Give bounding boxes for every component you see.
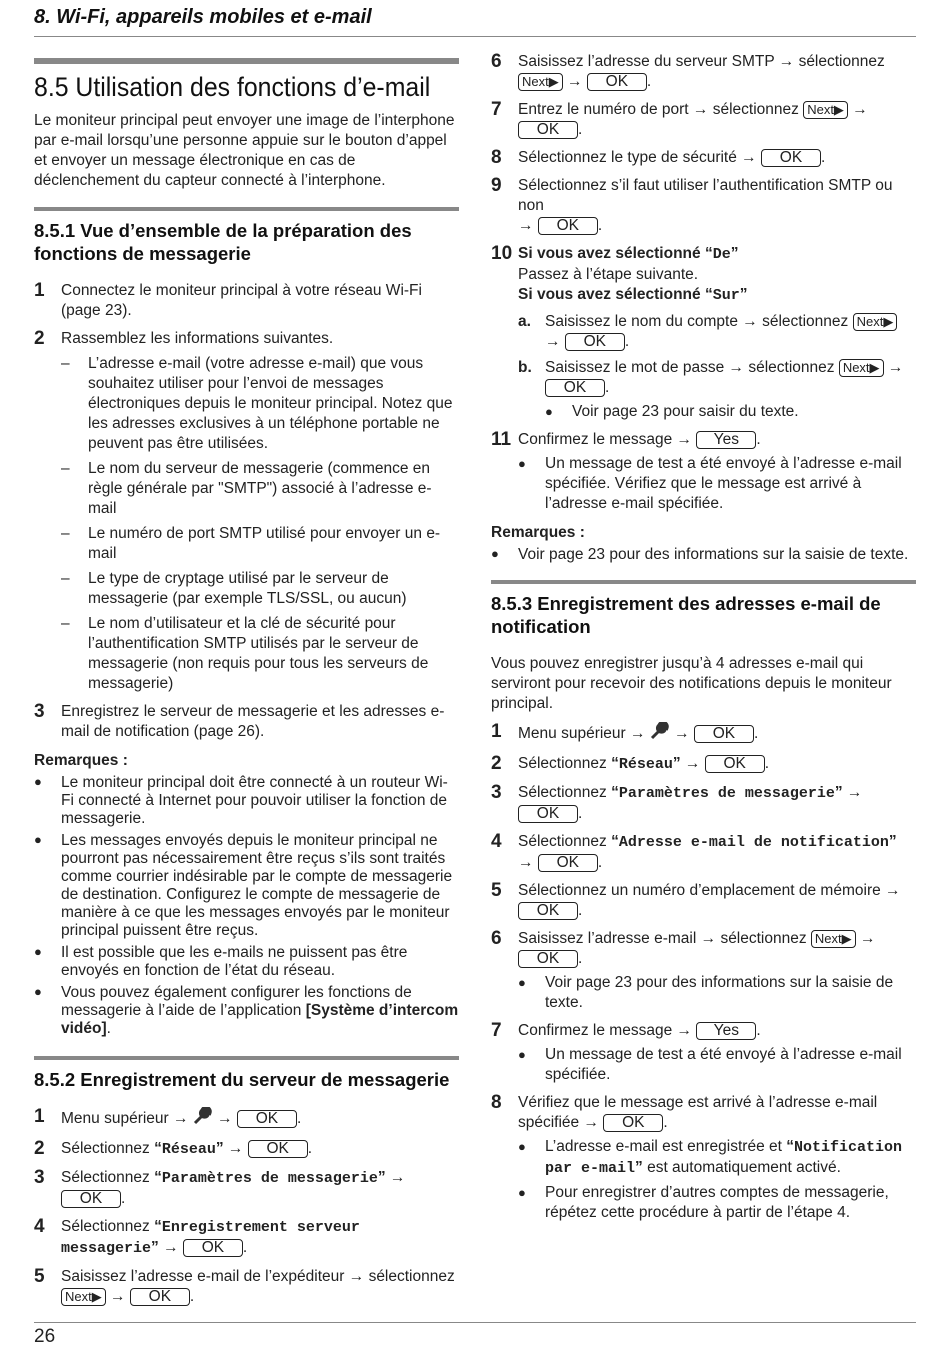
ok-button[interactable]: OK [587,73,647,91]
remark-item: ● Voir page 23 pour des informations sur la saisie de texte. [491,546,909,563]
footer-rule [34,1322,916,1323]
step-7: 7 Entrez le numéro de port → sélectionnez Next▶ → OK . [491,99,868,138]
ok-button[interactable]: OK [130,1288,190,1306]
section-bar [34,58,459,64]
next-key[interactable]: Next▶ [811,930,856,948]
section-bar [34,207,459,211]
step-3: 3 Sélectionnez “Paramètres de messagerie” → OK . [491,782,863,822]
wrench-icon [650,722,670,746]
step-8: 8 Vérifiez que le message est arrivé à l’adresse e-mail spécifiée → OK . ● L’adresse e-mail est enregistrée et “Notification par e-mail” est automatiquement activé. ● Pour enregistrer d’autres comptes de messagerie, répétez cette procédure à partir de l’étape 4. [491,1093,916,1223]
page-number: 26 [34,1326,56,1347]
ok-button[interactable]: OK [518,121,578,139]
ok-button[interactable]: OK [538,217,598,235]
bullet-item: ● Pour enregistrer d’autres comptes de messagerie, répétez cette procédure à partir de l’étape 4. [518,1184,889,1221]
bullet-item: ● Un message de test a été envoyé à l’adresse e-mail spécifiée. Vérifiez que le message est arrivé à l’adresse e-mail spécifiée. [518,455,902,512]
list-item: – Le nom du serveur de messagerie (commence en règle générale par "SMTP") associé à l’adresse e-mail [61,460,432,517]
subsection-heading: 8.5.2 Enregistrement du serveur de messagerie [34,1069,450,1090]
ok-button[interactable]: OK [183,1239,243,1257]
ok-button[interactable]: OK [565,333,625,351]
step-10: 10 Si vous avez sélectionné “De” Passez à l’étape suivante. Si vous avez sélectionné “Sur” a. Saisissez le nom du compte → sélectionnez Next▶ → OK . b. Saisissez le mot de passe → sélectionnez Next▶ → OK . ● Voir page 23 pour saisir du texte. [491,244,916,422]
next-key[interactable]: Next▶ [803,101,848,119]
next-key[interactable]: Next▶ [61,1288,106,1306]
subsection-heading: 8.5.3 Enregistrement des adresses e-mail de notification [491,593,881,637]
ok-button[interactable]: OK [705,755,765,773]
remark-item: ● Le moniteur principal doit être connecté à un routeur Wi-Fi connecté à Internet pour pouvoir utiliser la fonction de messagerie. [34,774,448,827]
ok-button[interactable]: OK [518,902,578,920]
section-bar [491,580,916,584]
step-3: 3 Sélectionnez “Paramètres de messagerie” → OK . [34,1167,406,1207]
next-key[interactable]: Next▶ [839,359,884,377]
ok-button[interactable]: OK [545,379,605,397]
subsection-heading: 8.5.1 Vue d’ensemble de la préparation des fonctions de messagerie [34,220,412,264]
step-4: 4 Sélectionnez “Adresse e-mail de notification” → OK . [491,831,897,871]
remark-item: ● Les messages envoyés depuis le moniteur principal ne pourront pas nécessairement être reçus s’ils sont traités comme courrier indésirable par le compte de messagerie de destination. Configurez le compte de messagerie de manière à ce que les messages envoyés par le moniteur principal puissent être reçus. [34,832,453,939]
substep-b: b. Saisissez le mot de passe → sélectionnez Next▶ → OK . ● Voir page 23 pour saisir du texte. [518,359,904,420]
next-key[interactable]: Next▶ [853,313,898,331]
yes-button[interactable]: Yes [696,1022,756,1040]
substep-a: a. Saisissez le nom du compte → sélectionnez Next▶ → OK . [518,312,916,352]
section-title: 8.5 Utilisation des fonctions d’e-mail [34,72,431,102]
yes-button[interactable]: Yes [696,431,756,449]
remark-item: ● Il est possible que les e-mails ne puissent pas être envoyés en fonction de l’état du réseau. [34,944,408,979]
step-5: 5 Saisissez l’adresse e-mail de l’expéditeur → sélectionnez Next▶ → OK . [34,1266,455,1305]
ok-button[interactable]: OK [761,149,821,167]
bullet-item: ● L’adresse e-mail est enregistrée et “Notification par e-mail” est automatiquement activé. [518,1138,903,1177]
header-rule [34,36,916,37]
right-column [491,52,916,1223]
ok-button[interactable]: OK [518,950,578,968]
intro-paragraph: Le moniteur principal peut envoyer une image de l’interphone par e-mail lorsqu’une personne appuie sur le bouton d’appel et envoyer un message électronique en cas de déclenchement du capteur connecté à l’interphone. [34,112,455,189]
step-4: 4 Sélectionnez “Enregistrement serveur messagerie” → OK . [34,1216,360,1257]
bullet-item: ● Voir page 23 pour saisir du texte. [545,403,799,420]
step-9: 9 Sélectionnez s’il faut utiliser l’authentification SMTP ou non → OK . [491,175,893,234]
ok-button[interactable]: OK [538,854,598,872]
list-item: – L’adresse e-mail (votre adresse e-mail) que vous souhaitez utiliser pour l’envoi de messages électroniques depuis le moniteur principal. Notez que les adresses exclusives à un téléphone portable ne peuvent pas être utilisées. [61,355,453,452]
step-3: 3 Enregistrez le serveur de messagerie et les adresses e-mail de notification (page 26). [34,701,445,740]
step-2: 2 Sélectionnez “Réseau” → OK . [34,1138,313,1159]
list-item: – Le numéro de port SMTP utilisé pour envoyer un e-mail [61,525,441,562]
ok-button[interactable]: OK [518,805,578,823]
bullet-item: ● Un message de test a été envoyé à l’adresse e-mail spécifiée. [518,1046,902,1083]
step-1: 1 Menu supérieur → → OK . [491,722,916,746]
step-7: 7 Confirmez le message → Yes . ● Un message de test a été envoyé à l’adresse e-mail spécifiée. [491,1021,916,1085]
remarks-title: Remarques : [491,524,585,541]
step-1: 1 Connectez le moniteur principal à votre réseau Wi-Fi (page 23). [34,280,422,319]
step-2: 2 Rassemblez les informations suivantes. – L’adresse e-mail (votre adresse e-mail) que vous souhaitez utiliser pour l’envoi de messages électroniques depuis le moniteur principal. Notez que les adresses exclusives à un téléphone portable ne peuvent pas être utilisées. – Le nom du serveur de messagerie (commence en règle générale par "SMTP") associé à l’adresse e-mail – Le numéro de port SMTP utilisé pour envoyer un e-mail – Le type de cryptage utilisé par le serveur de messagerie (par exemple TLS/SSL, ou aucun) – Le nom d’utilisateur et la clé de sécurité pour l’authentification SMTP utilisés par le serveur de messagerie (non requis pour tous les serveurs de messagerie) [34,329,459,694]
step-1: 1 Menu supérieur → → OK . [34,1107,459,1131]
step-5: 5 Sélectionnez un numéro d’emplacement de mémoire → OK . [491,880,901,919]
list-item: – Le nom d’utilisateur et la clé de sécurité pour l’authentification SMTP utilisés par le serveur de messagerie (non requis pour tous les serveurs de messagerie) [61,615,429,692]
ok-button[interactable]: OK [603,1114,663,1132]
step-11: 11 Confirmez le message → Yes . ● Un message de test a été envoyé à l’adresse e-mail spécifiée. Vérifiez que le message est arrivé à l’adresse e-mail spécifiée. [491,430,916,514]
section-intro: Vous pouvez enregistrer jusqu’à 4 adresses e-mail qui serviront pour recevoir des notifications depuis le moniteur principal. [491,655,892,712]
chapter-header: 8. Wi-Fi, appareils mobiles et e-mail [34,6,372,28]
ok-button[interactable]: OK [237,1110,297,1128]
step-8: 8 Sélectionnez le type de sécurité → OK . [491,147,826,168]
remarks-title: Remarques : [34,752,128,769]
step-6: 6 Saisissez l’adresse e-mail → sélectionnez Next▶ → OK . ● Voir page 23 pour des informations sur la saisie de texte. [491,929,916,1013]
list-item: – Le type de cryptage utilisé par le serveur de messagerie (par exemple TLS/SSL, ou aucun) [61,570,407,607]
ok-button[interactable]: OK [248,1140,308,1158]
remark-item: ● Vous pouvez également configurer les fonctions de messagerie à l’aide de l’application [Système d’intercom vidéo]. [34,984,459,1037]
ok-button[interactable]: OK [694,725,754,743]
next-key[interactable]: Next▶ [518,73,563,91]
step-text: Rassemblez les informations suivantes. [61,330,334,347]
bullet-item: ● Voir page 23 pour des informations sur la saisie de texte. [518,974,894,1011]
left-column [34,58,459,1307]
ok-button[interactable]: OK [61,1190,121,1208]
wrench-icon [193,1107,213,1131]
step-6: 6 Saisissez l’adresse du serveur SMTP → sélectionnez Next▶ → OK . [491,51,885,90]
section-bar [34,1056,459,1060]
step-2: 2 Sélectionnez “Réseau” → OK . [491,753,770,774]
